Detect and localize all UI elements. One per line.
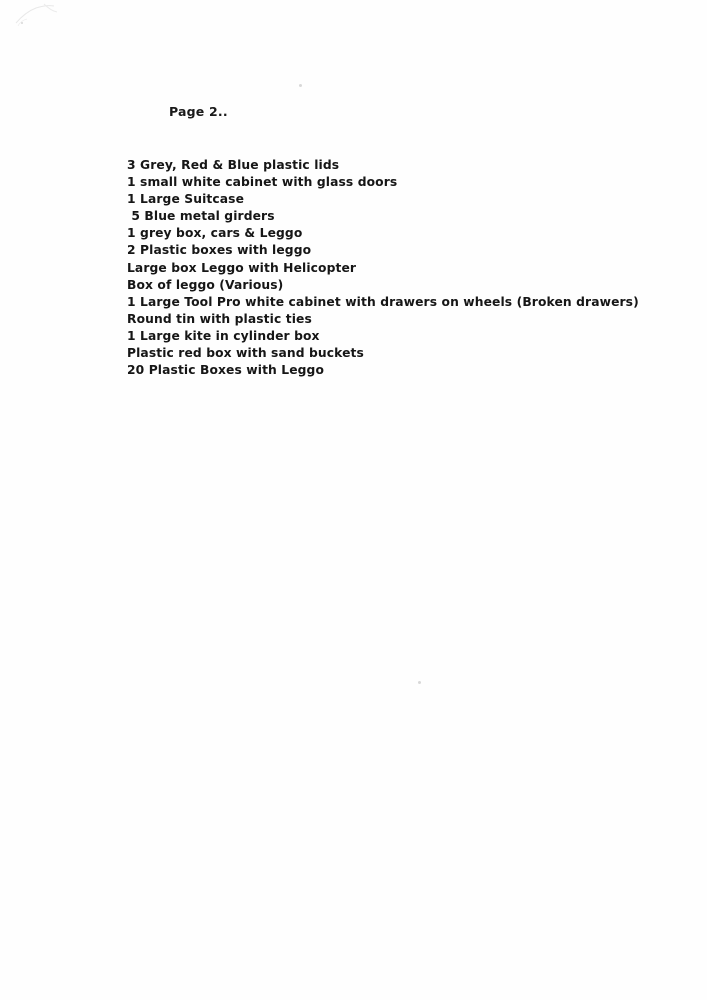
list-item: 20 Plastic Boxes with Leggo: [127, 363, 325, 378]
list-item: 5 Blue metal girders: [127, 209, 275, 224]
list-item: 1 small white cabinet with glass doors: [127, 175, 398, 190]
list-item: Round tin with plastic ties: [127, 311, 312, 326]
scan-speck-icon: [21, 22, 23, 24]
list-item: Large box Leggo with Helicopter: [127, 260, 357, 275]
list-item: Plastic red box with sand buckets: [127, 346, 364, 361]
list-item: 1 Large Tool Pro white cabinet with drawers on wheels (Broken drawers): [127, 294, 639, 309]
list-item: 2 Plastic boxes with leggo: [127, 243, 312, 258]
inventory-list: [127, 157, 647, 379]
page-label: Page 2..: [169, 104, 228, 119]
scan-artifact-icon: [14, 2, 62, 28]
list-item: 3 Grey, Red & Blue plastic lids: [127, 158, 340, 172]
scan-speck-icon: [299, 84, 302, 87]
list-item: 1 grey box, cars & Leggo: [127, 226, 303, 241]
list-item: 1 Large Suitcase: [127, 192, 245, 207]
scan-speck-icon: [418, 681, 421, 684]
list-item: 1 Large kite in cylinder box: [127, 328, 320, 343]
list-item: Box of leggo (Various): [127, 277, 284, 292]
